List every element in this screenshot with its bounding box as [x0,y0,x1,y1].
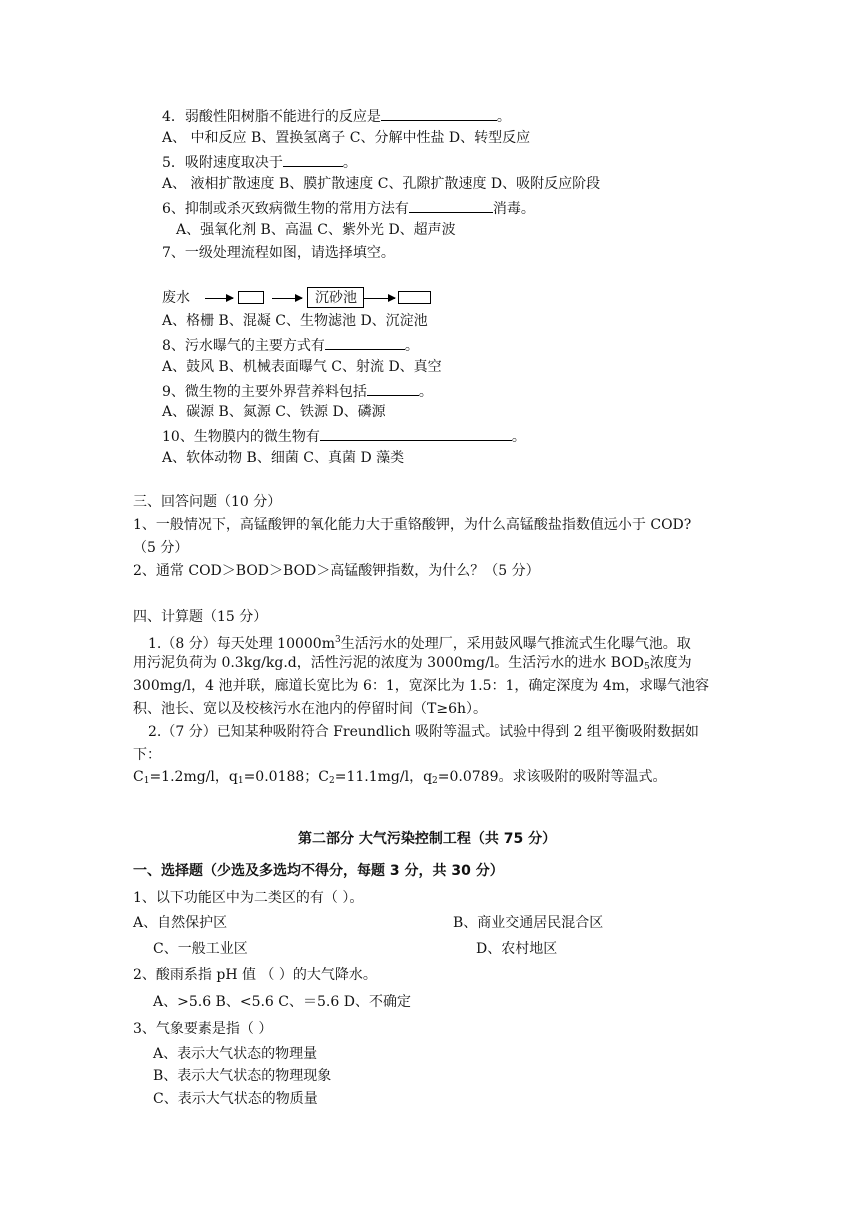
question-5-stem: 5．吸附速度取决于 [162,155,283,171]
question-9-stem: 9、微生物的主要外界营养料包括 [162,384,367,400]
answer-question-1-score: （5 分） [133,540,189,556]
question-7: 7、一级处理流程如图，请选择填空。 [162,245,395,261]
text-run: C [133,769,144,785]
answer-blank[interactable] [367,381,419,396]
calc-question-1-line-1 [148,631,691,653]
answer-blank[interactable] [381,106,497,121]
question-9 [162,381,433,401]
subscript: 1 [237,776,244,786]
part-2-question-3-option-b[interactable]: B、表示大气状态的物理现象 [153,1068,332,1084]
calc-question-2-line-1: 2.（7 分）已知某种吸附符合 Freundlich 吸附等温式。试验中得到 2 组平衡吸附数据如 [148,724,699,740]
question-8-options: A、鼓风 B、机械表面曝气 C、射流 D、真空 [162,359,442,375]
question-5-options: A、 液相扩散速度 B、膜扩散速度 C、孔隙扩散速度 D、吸附反应阶段 [162,176,601,192]
part-2-title: 第二部分 大气污染控制工程（共 75 分） [298,831,557,847]
flow-arrow [205,298,233,299]
part-2-question-1-option-b[interactable]: B、商业交通居民混合区 [453,915,604,931]
flow-arrow [364,298,395,299]
part-2-question-1-option-a[interactable]: A、自然保护区 [133,915,228,931]
answer-blank[interactable] [325,335,405,350]
question-4-end: 。 [496,109,511,125]
question-6-stem: 6、抑制或杀灭致病微生物的常用方法有 [162,201,409,217]
part-2-question-3: 3、气象要素是指（ ） [133,1021,273,1037]
section-4-title: 四、计算题（15 分） [133,609,268,625]
question-8-stem: 8、污水曝气的主要方式有 [162,338,325,354]
calc-question-1-line-3: 300mg/l，4 池并联，廊道长宽比为 6：1，宽深比为 1.5：1，确定深度为 4m，求曝气池容 [133,678,710,694]
answer-question-2: 2、通常 COD＞BOD＞BOD＞高锰酸钾指数，为什么？（5 分） [133,563,540,579]
calc-question-1-line-4: 积、池长、宽以及校核污水在池内的停留时间（T≥6h）。 [133,701,487,717]
question-9-options: A、碳源 B、氮源 C、铁源 D、磷源 [162,404,386,420]
question-6 [162,198,535,218]
part-2-question-1: 1、以下功能区中为二类区的有（ ）。 [133,890,364,906]
question-10 [162,426,526,446]
flow-box-grit-chamber [307,287,364,308]
answer-blank[interactable] [320,426,512,441]
question-8 [162,335,419,355]
question-4-options: A、 中和反应 B、置换氢离子 C、分解中性盐 D、转型反应 [162,130,531,146]
flow-arrow [272,298,302,299]
question-9-end: 。 [418,384,433,400]
answer-blank[interactable] [409,198,493,213]
question-6-end: 消毒。 [492,201,535,217]
text-run: 浓度为 [649,655,692,671]
text-run: 1.（8 分）每天处理 10000m [148,636,335,652]
part-2-question-3-option-c[interactable]: C、表示大气状态的物质量 [153,1091,318,1107]
question-5-end: 。 [342,155,357,171]
flow-start-label: 废水 [162,290,190,306]
question-6-options: A、强氧化剂 B、高温 C、紫外光 D、超声波 [176,222,456,238]
question-7-options: A、格栅 B、混凝 C、生物滤池 D、沉淀池 [162,313,428,329]
answer-question-1: 1、一般情况下，高锰酸钾的氧化能力大于重铬酸钾，为什么高锰酸盐指数值远小于 COD? [133,517,692,533]
text-run: 生活污水的处理厂，采用鼓风曝气推流式生化曝气池。取 [340,636,691,652]
question-8-end: 。 [404,338,419,354]
part-2-question-3-option-a[interactable]: A、表示大气状态的物理量 [153,1046,318,1062]
question-10-options: A、软体动物 B、细菌 C、真菌 D 藻类 [162,450,405,466]
subscript: 1 [143,776,150,786]
flow-box-label: 沉砂池 [315,290,357,306]
calc-question-2-line-3 [133,768,667,790]
question-4 [162,106,511,126]
section-3-title: 三、回答问题（10 分） [133,494,282,510]
superscript: 3 [334,635,341,645]
subscript: 2 [432,776,438,786]
part-2-question-1-option-c[interactable]: C、一般工业区 [153,941,248,957]
part-2-question-1-option-d[interactable]: D、农村地区 [476,941,558,957]
subscript: 5 [643,662,650,672]
text-run: =11.1mg/l，q [334,769,433,785]
question-10-end: 。 [511,429,526,445]
answer-blank[interactable] [283,152,343,167]
question-10-stem: 10、生物膜内的微生物有 [162,429,320,445]
part-2-question-2-options: A、>5.6 B、<5.6 C、＝5.6 D、不确定 [153,994,411,1010]
text-run: 用污泥负荷为 0.3kg/kg.d，活性污泥的浓度为 3000mg/l。生活污水的进水 BOD [133,655,644,671]
flow-blank-box[interactable] [398,291,431,304]
text-run: =1.2mg/l，q [149,769,238,785]
calc-question-2-line-2: 下： [133,747,161,763]
part-2-question-2: 2、酸雨系指 pH 值 （ ）的大气降水。 [133,967,377,983]
subscript: 2 [329,776,335,786]
question-5 [162,152,357,172]
flow-blank-box[interactable] [238,291,264,304]
part-2-section-1-title: 一、选择题（少选及多选均不得分，每题 3 分，共 30 分） [133,863,504,879]
question-4-stem: 4．弱酸性阳树脂不能进行的反应是 [162,109,381,125]
text-run: =0.0188；C [243,769,330,785]
text-run: =0.0789。求该吸附的吸附等温式。 [437,769,667,785]
calc-question-1-line-2 [133,654,692,676]
